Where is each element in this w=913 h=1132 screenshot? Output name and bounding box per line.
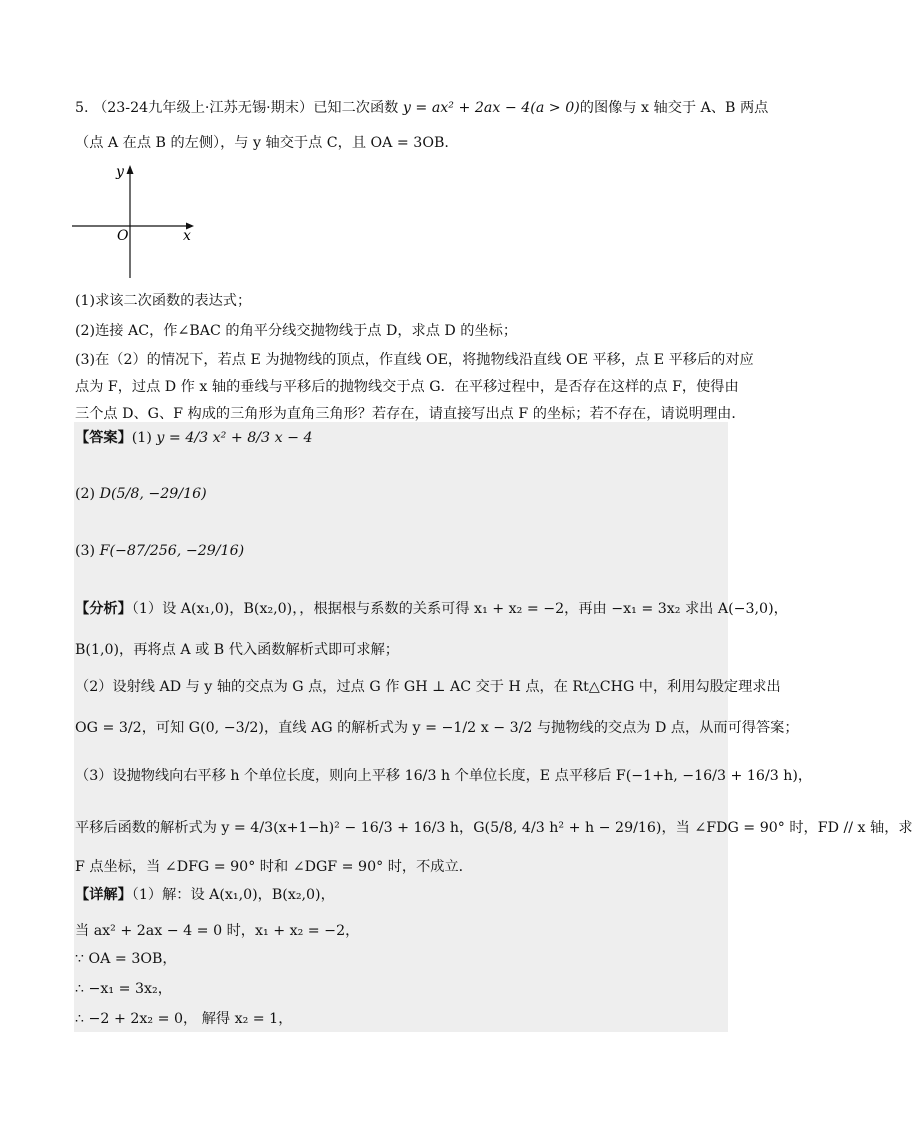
answer-1 xyxy=(75,428,313,448)
answer-3-point: F(−87/256, −29/16) xyxy=(99,543,245,559)
analysis-p3-b: 平移后函数的解析式为 y = 4/3(x+1−h)² − 16/3 + 16/3 h，G(5/8, 4/3 h² + h − 29/16)，当 ∠FDG = 90° 时，FD // x 轴，求 xyxy=(75,820,913,836)
detail-l1 xyxy=(75,885,335,905)
question-3-line-1: (3)在（2）的情况下，若点 E 为抛物线的顶点，作直线 OE，将抛物线沿直线 OE 平移，点 E 平移后的对应 xyxy=(75,352,754,368)
answer-label: 【答案】 xyxy=(75,430,132,446)
detail-l2: 当 ax² + 2ax − 4 = 0 时，x₁ + x₂ = −2， xyxy=(75,923,360,939)
answer-2-point: D(5/8, −29/16) xyxy=(99,486,207,502)
analysis-p1-b: B(1,0)，再将点 A 或 B 代入函数解析式即可求解； xyxy=(75,642,399,658)
answer-3 xyxy=(75,541,244,561)
analysis-p3-a: （3）设抛物线向右平移 h 个单位长度，则向上平移 16/3 h 个单位长度，E 点平移后 F(−1+h, −16/3 + 16/3 h)， xyxy=(75,768,813,784)
analysis-label: 【分析】 xyxy=(75,601,132,617)
question-1: (1)求该二次函数的表达式； xyxy=(75,293,252,309)
origin-label: O xyxy=(117,228,129,244)
detail-l3: ∵ OA = 3OB， xyxy=(75,951,177,967)
answer-2-prefix: (2) xyxy=(75,486,96,502)
analysis-p2-a: （2）设射线 AD 与 y 轴的交点为 G 点，过点 G 作 GH ⊥ AC 交于 H 点，在 Rt△CHG 中，利用勾股定理求出 xyxy=(75,679,781,695)
detail-l4: ∴ −x₁ = 3x₂， xyxy=(75,981,172,997)
question-2: (2)连接 AC，作∠BAC 的角平分线交抛物线于点 D，求点 D 的坐标； xyxy=(75,323,518,339)
detail-label: 【详解】 xyxy=(75,887,132,903)
x-axis-label: x xyxy=(183,228,191,244)
question-3-line-2: 点为 F，过点 D 作 x 轴的垂线与平移后的抛物线交于点 G．在平移过程中，是否存在这样的点 F，使得由 xyxy=(75,379,739,395)
given-function: y = ax² + 2ax − 4(a > 0) xyxy=(402,100,580,116)
detail-l1-text: （1）解：设 A(x₁,0)，B(x₂,0)， xyxy=(131,887,335,903)
problem-number: 5. xyxy=(75,100,89,116)
problem-line-2: （点 A 在点 B 的左侧），与 y 轴交于点 C，且 OA = 3OB. xyxy=(75,135,449,151)
problem-source: （23-24九年级上·江苏无锡·期末） xyxy=(93,100,314,116)
y-axis-label: y xyxy=(116,164,124,180)
analysis-p1-a xyxy=(75,599,788,619)
question-3-line-3: 三个点 D、G、F 构成的三角形为直角三角形？若存在，请直接写出点 F 的坐标；若不存在，请说明理由． xyxy=(75,406,746,422)
analysis-p2-b: OG = 3/2，可知 G(0, −3/2)，直线 AG 的解析式为 y = −1/2 x − 3/2 与抛物线的交点为 D 点，从而可得答案； xyxy=(75,720,799,736)
analysis-p1-a-text: （1）设 A(x₁,0)，B(x₂,0)，，根据根与系数的关系可得 x₁ + x₂ = −2，再由 −x₁ = 3x₂ 求出 A(−3,0)， xyxy=(131,601,788,617)
problem-stem-a: 已知二次函数 xyxy=(313,100,399,116)
problem-line-1 xyxy=(75,98,768,118)
y-axis-arrow xyxy=(127,165,134,174)
answer-3-prefix: (3) xyxy=(75,543,96,559)
answer-2 xyxy=(75,484,207,504)
detail-l5: ∴ −2 + 2x₂ = 0， 解得 x₂ = 1， xyxy=(75,1011,293,1027)
coordinate-axes-figure xyxy=(60,158,210,283)
analysis-p3-c: F 点坐标，当 ∠DFG = 90° 时和 ∠DGF = 90° 时，不成立． xyxy=(75,859,473,875)
answer-1-formula: y = 4/3 x² + 8/3 x − 4 xyxy=(156,430,313,446)
answer-1-prefix: (1) xyxy=(131,430,152,446)
problem-stem-b: 的图像与 x 轴交于 A、B 两点 xyxy=(579,100,769,116)
